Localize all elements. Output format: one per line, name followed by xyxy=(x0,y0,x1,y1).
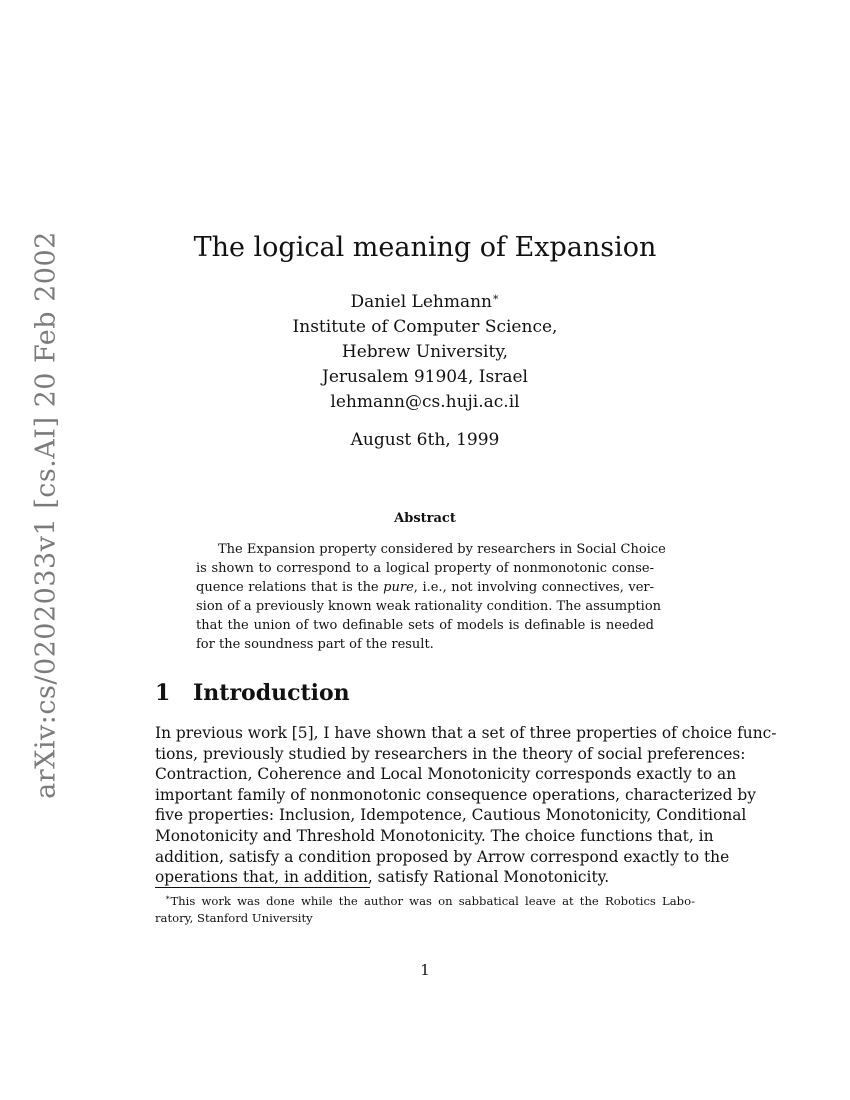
paper-date: August 6th, 1999 xyxy=(350,430,500,450)
footnote-marker: ∗ xyxy=(165,893,171,903)
abstract-text: , i.e., not involving connectives, ver- xyxy=(413,580,655,595)
footnote xyxy=(155,893,695,927)
author-name: Daniel Lehmann xyxy=(350,292,493,312)
section-number: 1 xyxy=(155,680,171,706)
paragraph-line: operations that, in addition, satisfy Rational Monotonicity. xyxy=(155,868,610,887)
footnote-text: This work was done while the author was on sabbatical leave at the Robotics Labo- xyxy=(170,894,695,908)
abstract-line xyxy=(196,578,654,597)
abstract-text: quence relations that is the xyxy=(196,580,384,595)
arxiv-identifier: arXiv:cs/0202033v1 [cs.AI] 20 Feb 2002 xyxy=(30,231,62,799)
abstract-line: for the soundness part of the result. xyxy=(196,637,434,652)
paragraph-line: five properties: Inclusion, Idempotence, Cautious Monotonicity, Conditional xyxy=(155,806,747,825)
abstract-line: sion of a previously known weak rationality condition. The assumption xyxy=(196,599,662,614)
abstract-heading: Abstract xyxy=(394,511,456,526)
introduction-paragraph xyxy=(155,723,777,888)
paragraph-line: Contraction, Coherence and Local Monotonicity corresponds exactly to an xyxy=(155,765,737,784)
author-footnote-marker: ∗ xyxy=(492,290,500,304)
abstract-body xyxy=(196,540,666,654)
abstract-line: The Expansion property considered by researchers in Social Choice xyxy=(218,542,666,557)
author-email: lehmann@cs.huji.ac.il xyxy=(330,392,520,412)
affiliation-line: Hebrew University, xyxy=(341,342,509,362)
abstract-emphasis: pure xyxy=(383,580,414,595)
section-heading xyxy=(155,680,350,706)
paragraph-line: Monotonicity and Threshold Monotonicity. The choice functions that, in xyxy=(155,826,714,845)
abstract-line: is shown to correspond to a logical property of nonmonotonic conse- xyxy=(196,561,654,576)
affiliation-line: Institute of Computer Science, xyxy=(292,317,558,337)
paragraph-line: important family of nonmonotonic consequence operations, characterized by xyxy=(155,785,756,804)
footnote-line: ratory, Stanford University xyxy=(155,911,313,925)
abstract-line: that the union of two definable sets of models is definable is needed xyxy=(196,618,654,633)
paragraph-line: tions, previously studied by researchers in the theory of social preferences: xyxy=(155,744,746,763)
affiliation-line: Jerusalem 91904, Israel xyxy=(322,367,528,387)
author-name-line xyxy=(0,290,850,315)
section-title: Introduction xyxy=(193,680,350,706)
paper-title: The logical meaning of Expansion xyxy=(193,232,657,263)
paragraph-line: addition, satisfy a condition proposed by Arrow correspond exactly to the xyxy=(155,847,730,866)
author-block xyxy=(0,290,850,415)
footnote-rule xyxy=(155,887,370,888)
footnote-line xyxy=(155,893,695,910)
page-number: 1 xyxy=(420,961,430,979)
paragraph-line: In previous work [5], I have shown that a set of three properties of choice func- xyxy=(155,724,777,742)
